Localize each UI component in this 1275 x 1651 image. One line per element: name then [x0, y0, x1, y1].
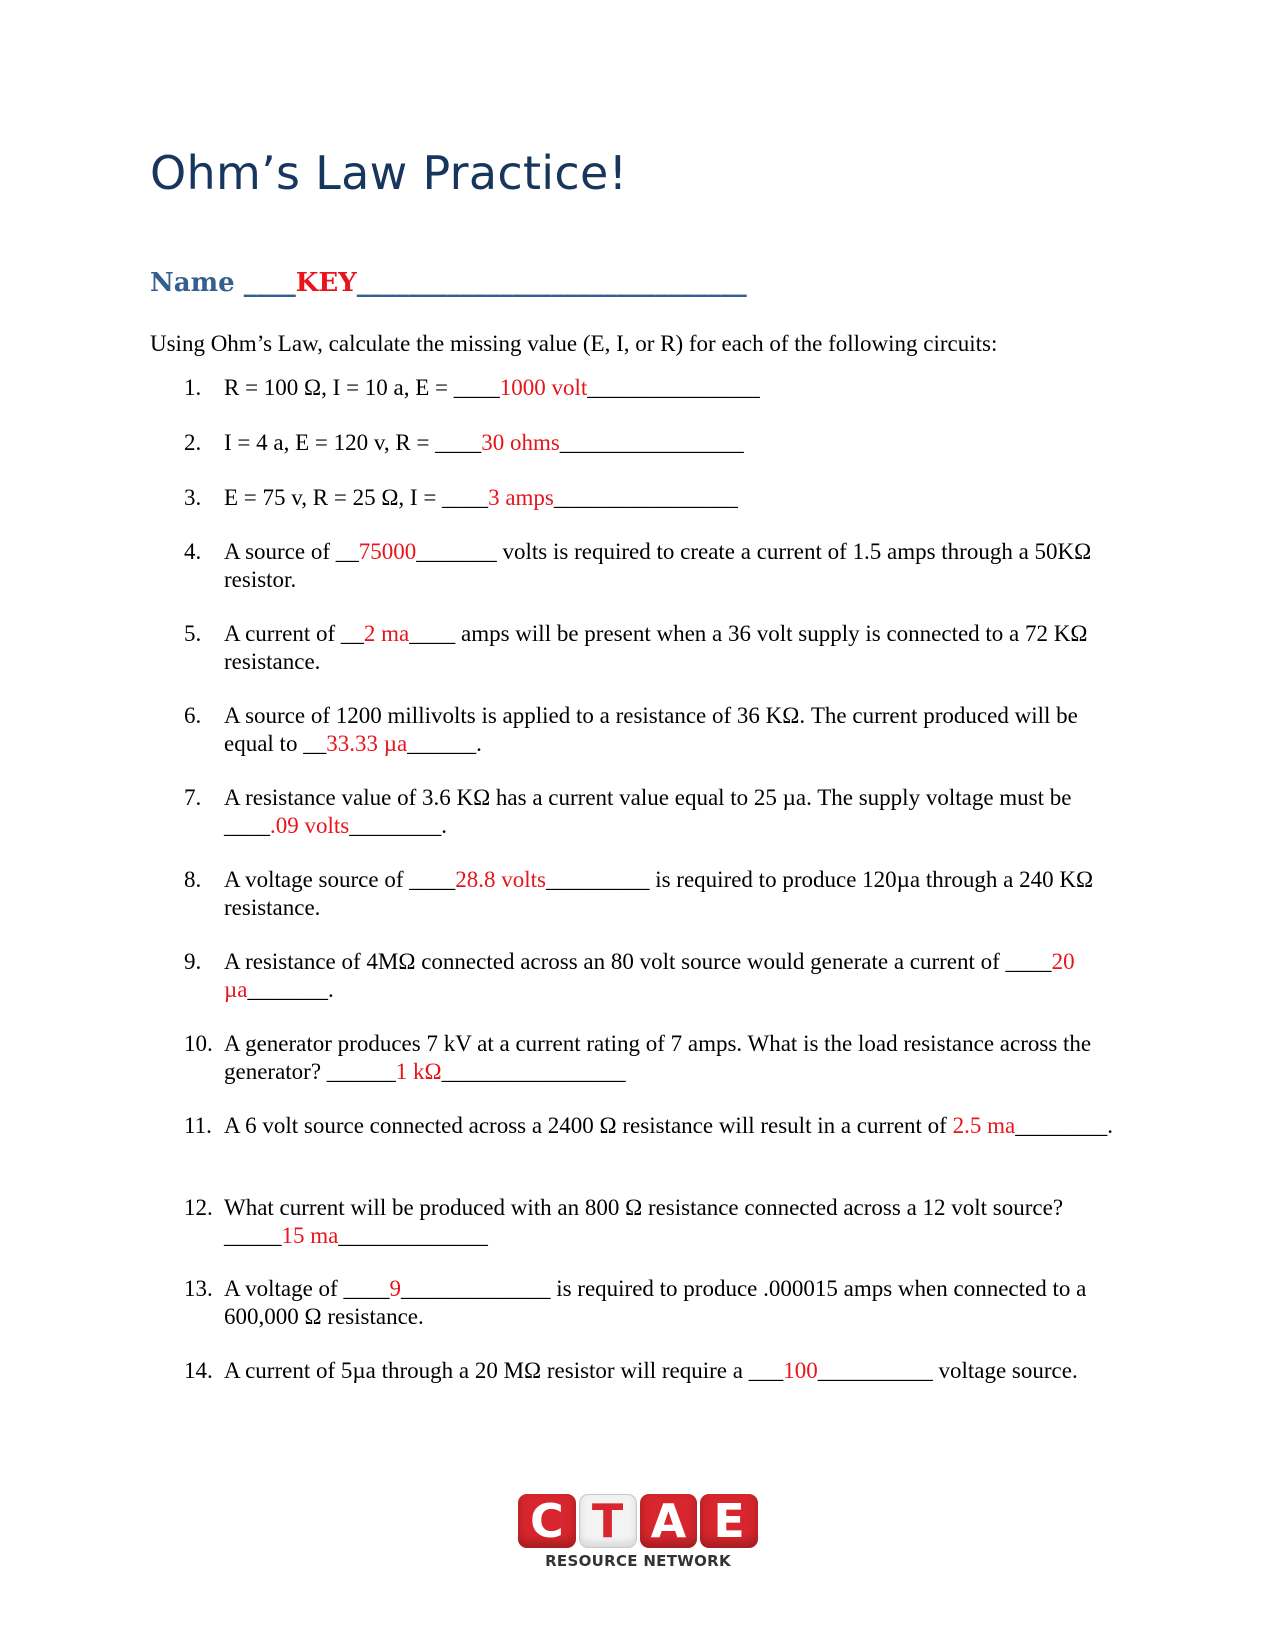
answer: 15 ma	[281, 1223, 339, 1248]
question-text-after: ________________	[559, 430, 744, 455]
ctae-logo-letters	[518, 1494, 758, 1548]
answer: 2 ma	[363, 621, 410, 646]
answer: 1 kΩ	[395, 1059, 442, 1084]
page-title: Ohm’s Law Practice!	[150, 146, 628, 200]
question-text: A resistance of 4MΩ connected across an 80 volt source would generate a current of ____	[224, 949, 1052, 974]
question-number: 7.	[184, 785, 202, 810]
question-text-after: _____________ is required to produce .000015 amps when connected to a 600,000 Ω resistance.	[224, 1276, 1087, 1329]
answer: 2.5 ma	[952, 1113, 1016, 1138]
question-item	[150, 948, 1130, 1004]
question-text-after: ______.	[407, 731, 482, 756]
name-value: KEY	[295, 268, 357, 298]
question-text-after: ________________	[553, 485, 738, 510]
name-trailing-blank: ______________________________	[356, 268, 747, 298]
question-item	[150, 1357, 1130, 1385]
question-item	[150, 538, 1130, 594]
question-number: 6.	[184, 703, 202, 728]
question-number: 13.	[184, 1276, 213, 1301]
question-text: What current will be produced with an 800 Ω resistance connected across a 12 volt source? _____	[224, 1195, 1064, 1248]
name-line	[150, 268, 747, 298]
question-text-after: ________.	[1015, 1113, 1113, 1138]
question-number: 9.	[184, 949, 202, 974]
question-text: A current of __	[224, 621, 364, 646]
question-item	[150, 429, 1130, 457]
question-text-after: _____________	[338, 1223, 488, 1248]
logo-letter-a: A	[640, 1494, 698, 1548]
name-label: Name ____	[150, 268, 296, 298]
question-number: 10.	[184, 1031, 213, 1056]
answer: 3 amps	[488, 485, 554, 510]
question-text: A voltage of ____	[224, 1276, 390, 1301]
question-text: A 6 volt source connected across a 2400 Ω resistance will result in a current of	[224, 1113, 953, 1138]
question-text: A current of 5µa through a 20 MΩ resistor will require a ___	[224, 1358, 784, 1383]
answer: 100	[783, 1358, 818, 1383]
question-item	[150, 702, 1130, 758]
question-text: A resistance value of 3.6 KΩ has a current value equal to 25 µa. The supply voltage must be ____	[224, 785, 1072, 838]
question-text-after: _______________	[587, 375, 760, 400]
question-number: 4.	[184, 539, 202, 564]
question-text: A generator produces 7 kV at a current rating of 7 amps. What is the load resistance across the generator? ______	[224, 1031, 1092, 1084]
question-number: 5.	[184, 621, 202, 646]
question-item	[150, 1112, 1130, 1140]
question-text: E = 75 v, R = 25 Ω, I = ____	[224, 485, 489, 510]
question-number: 14.	[184, 1358, 213, 1383]
question-item	[150, 620, 1130, 676]
answer: 30 ohms	[481, 430, 560, 455]
answer: 33.33 µa	[326, 731, 408, 756]
question-item	[150, 1194, 1130, 1250]
answer: 1000 volt	[499, 375, 588, 400]
answer: 28.8 volts	[455, 867, 546, 892]
question-item	[150, 1275, 1130, 1331]
question-text-after: __________ voltage source.	[817, 1358, 1078, 1383]
question-item	[150, 784, 1130, 840]
answer: 20 µa	[224, 949, 1075, 1002]
question-text: A source of __	[224, 539, 359, 564]
question-text-after: _______ volts is required to create a current of 1.5 amps through a 50KΩ resistor.	[224, 539, 1092, 592]
logo-subtitle: RESOURCE NETWORK	[545, 1552, 731, 1570]
instructions: Using Ohm’s Law, calculate the missing value (E, I, or R) for each of the following circuits:	[150, 331, 998, 356]
question-number: 12.	[184, 1195, 213, 1220]
question-item	[150, 866, 1130, 922]
question-number: 2.	[184, 430, 202, 455]
question-text-after: _______.	[247, 977, 334, 1002]
question-item	[150, 1030, 1130, 1086]
logo-letter-t: T	[579, 1494, 637, 1548]
answer: .09 volts	[270, 813, 350, 838]
logo-letter-c: C	[518, 1494, 576, 1548]
question-number: 1.	[184, 375, 202, 400]
question-number: 11.	[184, 1113, 212, 1138]
question-number: 8.	[184, 867, 202, 892]
question-text-after: ________________	[441, 1059, 626, 1084]
question-item	[150, 484, 1130, 512]
logo-letter-e: E	[700, 1494, 758, 1548]
question-text: R = 100 Ω, I = 10 a, E = ____	[224, 375, 500, 400]
question-text-after: _________ is required to produce 120µa through a 240 KΩ resistance.	[224, 867, 1094, 920]
question-number: 3.	[184, 485, 202, 510]
question-text: A voltage source of ____	[224, 867, 456, 892]
question-text: I = 4 a, E = 120 v, R = ____	[224, 430, 482, 455]
question-text-after: ____ amps will be present when a 36 volt supply is connected to a 72 KΩ resistance.	[224, 621, 1088, 674]
question-text: A source of 1200 millivolts is applied to a resistance of 36 KΩ. The current produced will be equal to __	[224, 703, 1078, 756]
answer: 9	[389, 1276, 401, 1301]
question-item	[150, 374, 1130, 402]
ctae-logo	[518, 1494, 758, 1569]
answer: 75000	[358, 539, 417, 564]
question-text-after: ________.	[349, 813, 447, 838]
